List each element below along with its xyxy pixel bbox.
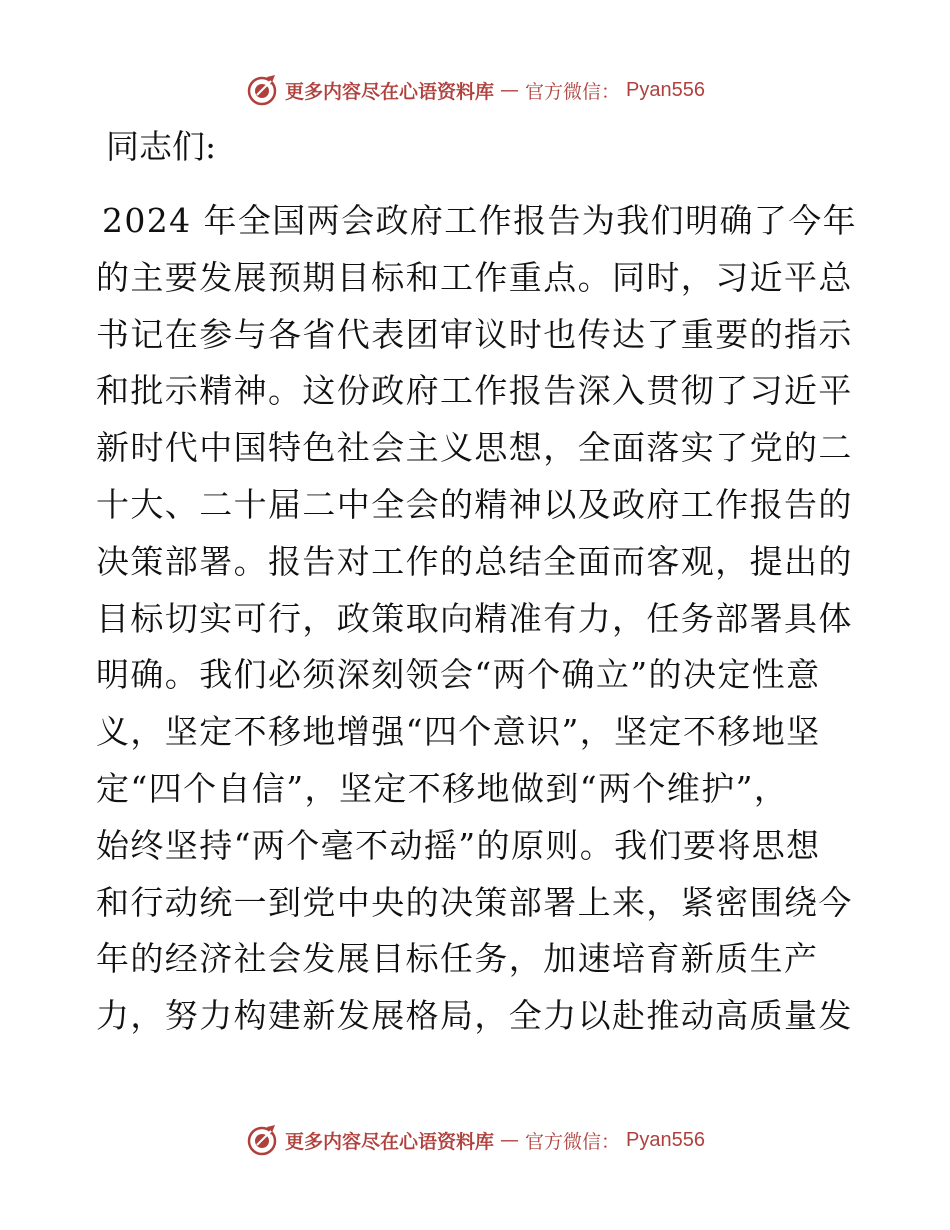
header-watermark-banner bbox=[0, 70, 950, 110]
body-line: 定“四个自信”，坚定不移地做到“两个维护”， bbox=[96, 768, 789, 808]
body-line: 十大、二十届二中全会的精神以及政府工作报告的 bbox=[96, 484, 853, 524]
promo-text: 更多内容尽在心语资料库 bbox=[285, 80, 495, 103]
wechat-handle: Pyan556 bbox=[626, 1128, 705, 1151]
body-line: 目标切实可行，政策取向精准有力，任务部署具体 bbox=[96, 598, 853, 638]
body-line: 新时代中国特色社会主义思想，全面落实了党的二 bbox=[96, 428, 853, 468]
wechat-label: 官方微信： bbox=[525, 80, 621, 103]
wechat-handle: Pyan556 bbox=[626, 78, 705, 101]
wechat-label: 官方微信： bbox=[525, 1130, 621, 1153]
body-line: 书记在参与各省代表团审议时也传达了重要的指示 bbox=[96, 314, 853, 354]
quill-pen-logo-icon bbox=[245, 1123, 279, 1157]
body-line: 和行动统一到党中央的决策部署上来，紧密围绕今 bbox=[96, 882, 853, 922]
body-line: 力，努力构建新发展格局，全力以赴推动高质量发 bbox=[96, 996, 853, 1036]
body-paragraph bbox=[96, 196, 858, 1048]
body-line: 2024 年全国两会政府工作报告为我们明确了今年 bbox=[102, 201, 858, 240]
body-line: 年的经济社会发展目标任务，加速培育新质生产 bbox=[96, 939, 819, 979]
quill-pen-logo-icon bbox=[245, 73, 279, 107]
body-line: 始终坚持“两个毫不动摇”的原则。我们要将思想 bbox=[96, 825, 821, 865]
footer-watermark-banner bbox=[0, 1120, 950, 1160]
banner-separator: — bbox=[500, 79, 520, 101]
body-line: 决策部署。报告对工作的总结全面而客观，提出的 bbox=[96, 541, 853, 581]
promo-text: 更多内容尽在心语资料库 bbox=[285, 1130, 495, 1153]
body-line: 和批示精神。这份政府工作报告深入贯彻了习近平 bbox=[96, 371, 853, 411]
body-line: 义，坚定不移地增强“四个意识”，坚定不移地坚 bbox=[96, 712, 821, 752]
greeting: 同志们: bbox=[106, 127, 217, 166]
banner-separator: — bbox=[500, 1129, 520, 1151]
body-line: 的主要发展预期目标和工作重点。同时，习近平总 bbox=[96, 257, 853, 297]
body-line: 明确。我们必须深刻领会“两个确立”的决定性意 bbox=[96, 655, 821, 695]
